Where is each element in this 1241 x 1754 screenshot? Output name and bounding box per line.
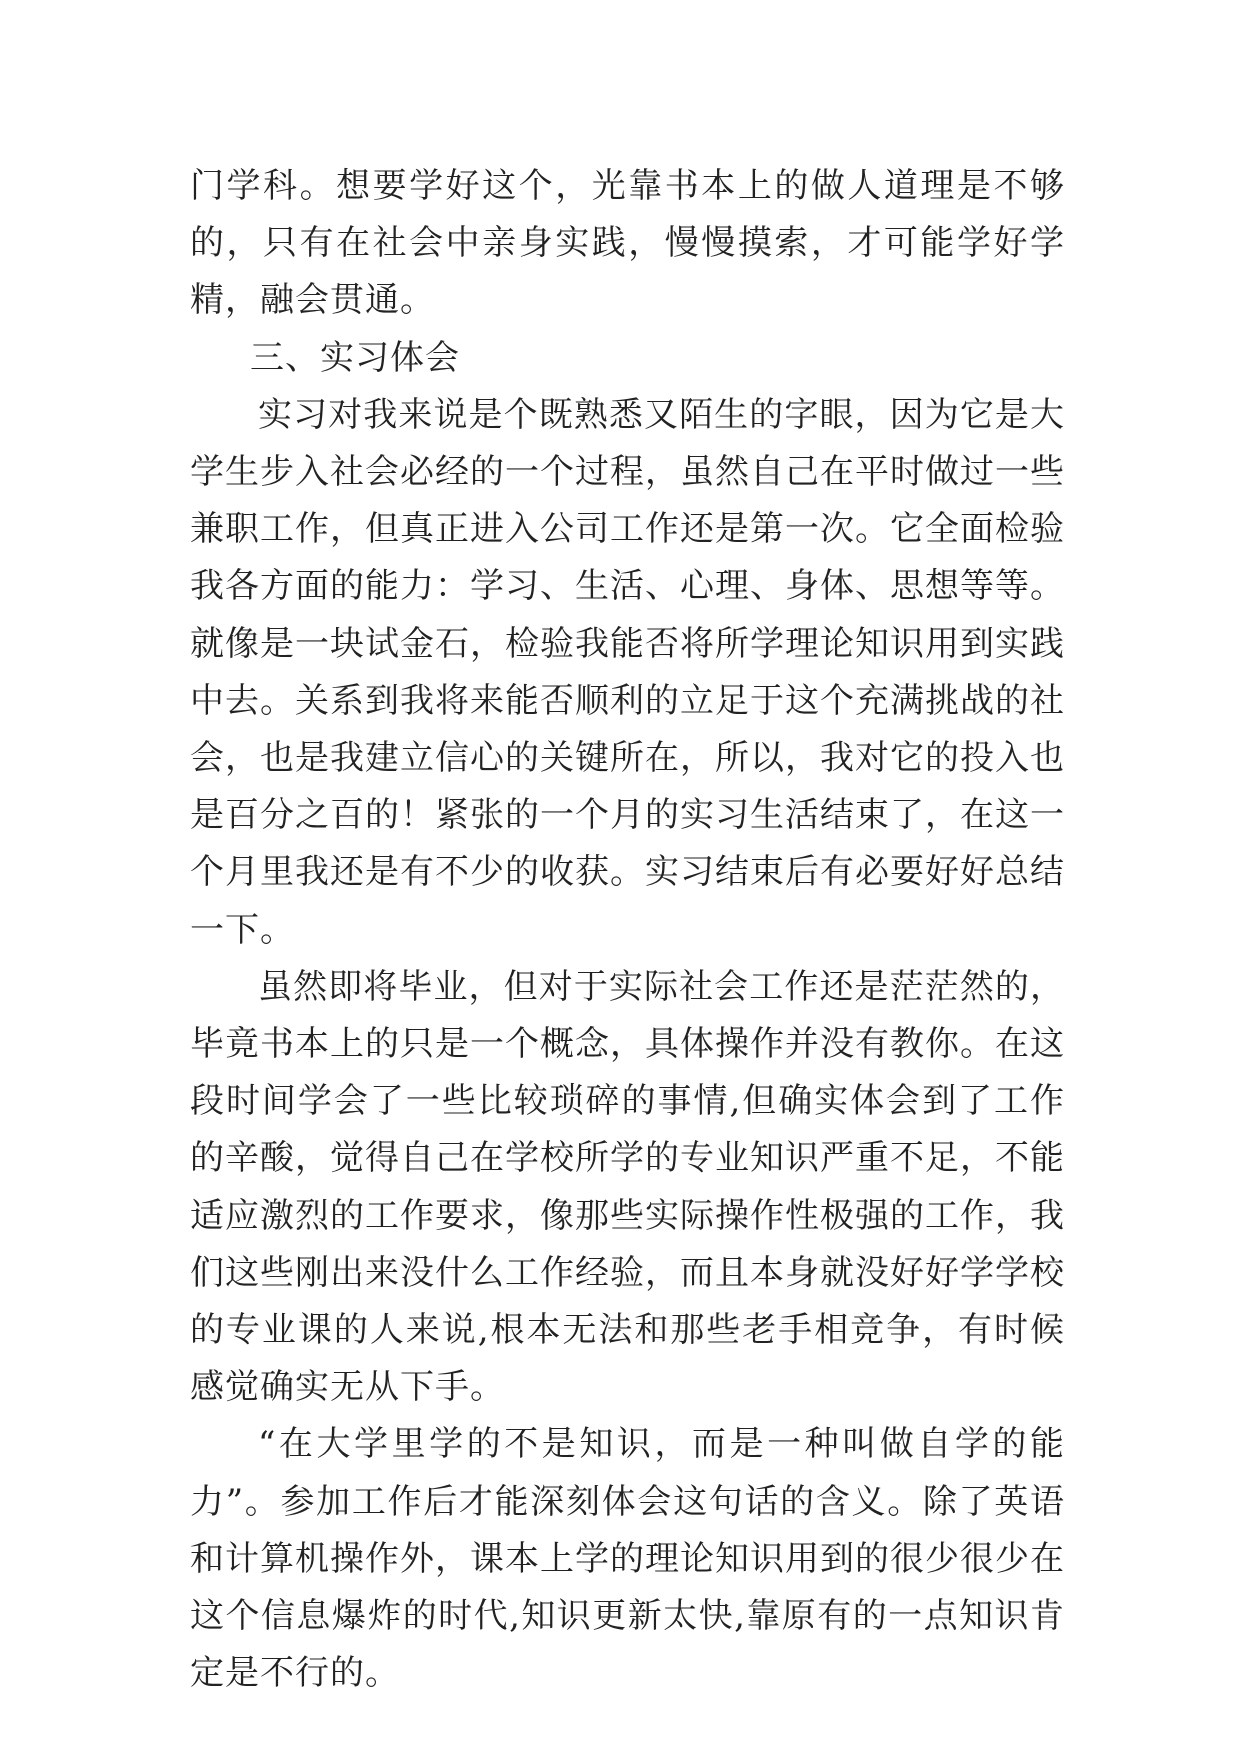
paragraph-graduation: 虽然即将毕业，但对于实际社会工作还是茫茫然的，毕竟书本上的只是一个概念，具体操作并没有教你。在这段时间学会了一些比较琐碎的事情,但确实体会到了工作的辛酸，觉得自己在学校所学的专业知识严重不足，不能适应激烈的工作要求，像那些实际操作性极强的工作，我们这些刚出来没什么工作经验，而且本身就没好好学学校的专业课的人来说,根本无法和那些老手相竞争，有时候感觉确实无从下手。 [190,966,1065,1408]
section-heading: 三、实习体会 [250,337,460,378]
paragraph-continued: 门学科。想要学好这个，光靠书本上的做人道理是不够的，只有在社会中亲身实践，慢慢摸索，才可能学好学精，融会贯通。 [190,166,1065,321]
paragraph-internship-intro: 实习对我来说是个既熟悉又陌生的字眼，因为它是大学生步入社会必经的一个过程，虽然自己在平时做过一些兼职工作，但真正进入公司工作还是第一次。它全面检验我各方面的能力：学习、生活、心理、身体、思想等等。就像是一块试金石，检验我能否将所学理论知识用到实践中去。关系到我将来能否顺利的立足于这个充满挑战的社会，也是我建立信心的关键所在，所以，我对它的投入也是百分之百的！紧张的一个月的实习生活结束了，在这一个月里我还是有不少的收获。实习结束后有必要好好总结一下。 [190,394,1065,950]
paragraph-self-learning: “在大学里学的不是知识，而是一种叫做自学的能力”。参加工作后才能深刻体会这句话的含义。除了英语和计算机操作外，课本上学的理论知识用到的很少很少在这个信息爆炸的时代,知识更新太快,靠原有的一点知识肯定是不行的。 [190,1424,1065,1694]
document-body [190,158,1065,1702]
